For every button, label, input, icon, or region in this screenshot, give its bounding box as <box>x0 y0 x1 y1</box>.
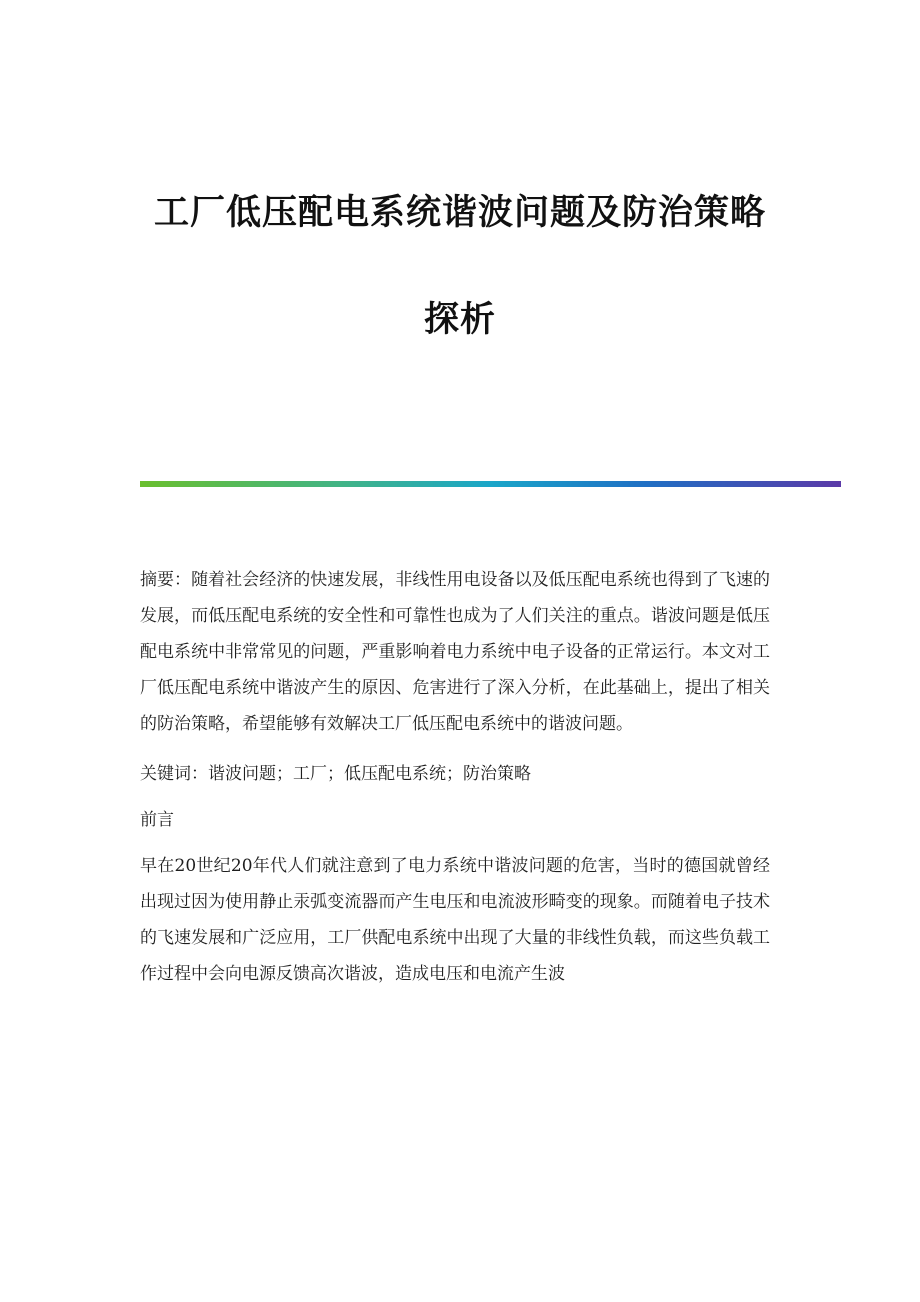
document-title <box>100 188 820 345</box>
title-line-2: 探析 <box>423 300 496 340</box>
document-body <box>140 562 770 992</box>
preface-paragraph: 早在20世纪20年代人们就注意到了电力系统中谐波问题的危害，当时的德国就曾经出现过因为使用静止汞弧变流器而产生电压和电流波形畸变的现象。而随着电子技术的飞速发展和广泛应用，工厂供配电系统中出现了大量的非线性负载，而这些负载工作过程中会向电源反馈高次谐波，造成电压和电流产生波 <box>140 856 770 984</box>
preface-heading: 前言 <box>140 810 174 830</box>
title-line-1: 工厂低压配电系统谐波问题及防治策略 <box>153 193 766 233</box>
abstract-paragraph: 摘要：随着社会经济的快速发展，非线性用电设备以及低压配电系统也得到了飞速的发展，而低压配电系统的安全性和可靠性也成为了人们关注的重点。谐波问题是低压配电系统中非常常见的问题，严重影响着电力系统中电子设备的正常运行。本文对工厂低压配电系统中谐波产生的原因、危害进行了深入分析，在此基础上，提出了相关的防治策略，希望能够有效解决工厂低压配电系统中的谐波问题。 <box>140 570 770 734</box>
gradient-divider <box>140 481 841 487</box>
keywords-paragraph: 关键词：谐波问题；工厂；低压配电系统；防治策略 <box>140 764 531 784</box>
